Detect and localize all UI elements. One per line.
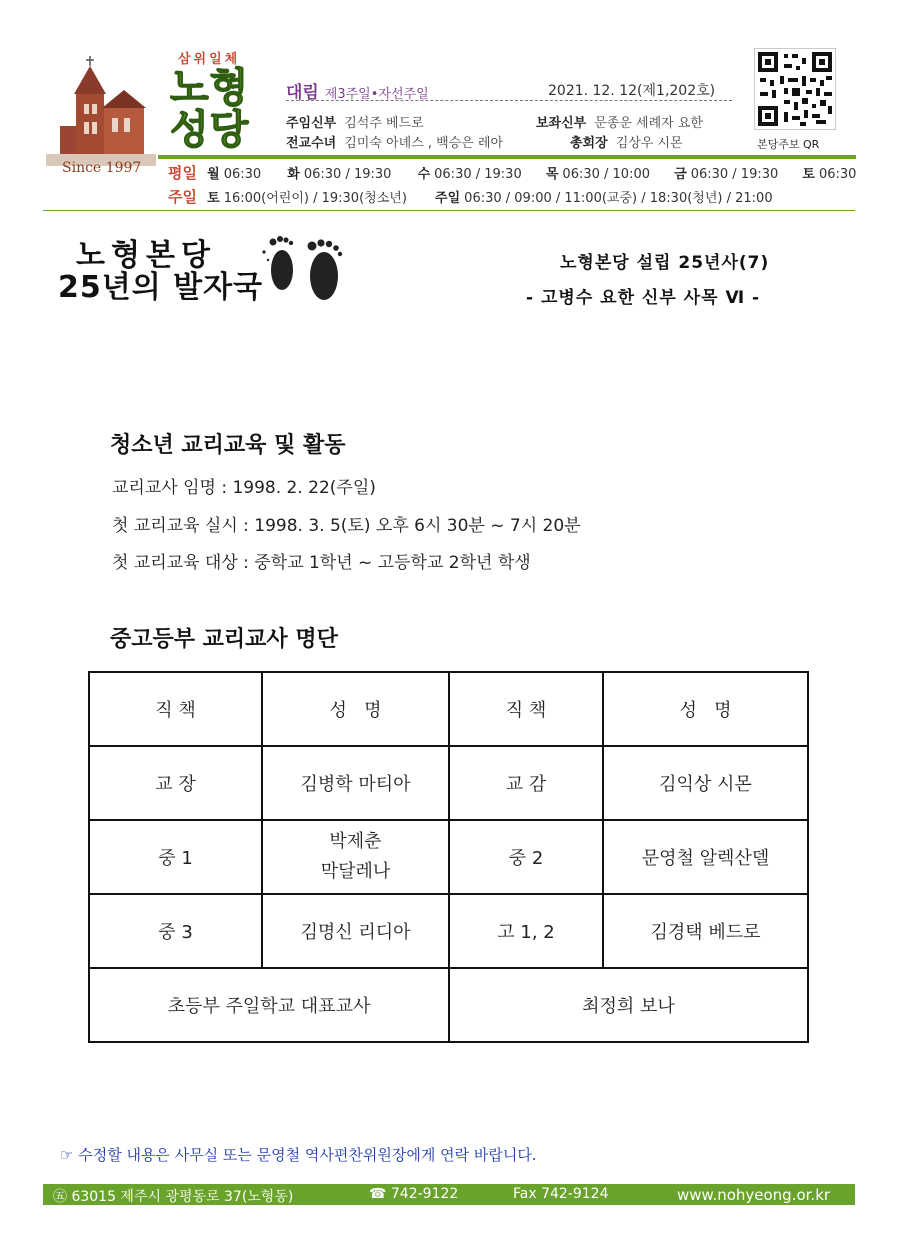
weekday-mass-times: 평일 월 06:30 화 06:30 / 19:30 수 06:30 / 19:30 목 06:30 / 10:00 금 06:30 / 19:30 토 06:30 bbox=[168, 164, 857, 182]
table-row bbox=[89, 968, 808, 1042]
footer-address: ㊄ 63015 제주시 광평동로 37(노형동) bbox=[53, 1189, 294, 1205]
info-line: 교리교사 임명 : 1998. 2. 22(주일) bbox=[112, 478, 376, 498]
series-logo-line2: 25년의 발자국 bbox=[58, 270, 264, 305]
table-cell: 고 1, 2 bbox=[449, 894, 603, 968]
table-row bbox=[89, 894, 808, 968]
section-heading-education: 청소년 교리교육 및 활동 bbox=[110, 433, 346, 458]
header-cell: 직 책 bbox=[449, 672, 603, 746]
staff-assistant: 보좌신부 문종운 세례자 요한 bbox=[536, 116, 703, 131]
qr-code-icon[interactable] bbox=[754, 48, 836, 130]
series-title: 노형본당 설립 25년사(7) bbox=[560, 253, 770, 273]
info-line: 첫 교리교육 실시 : 1998. 3. 5(토) 오후 6시 30분 ~ 7시 20분 bbox=[112, 516, 581, 536]
table-cell: 중 3 bbox=[89, 894, 262, 968]
season-sub: 제3주일•자선주일 bbox=[324, 87, 429, 102]
series-logo-line1: 노형본당 bbox=[76, 238, 216, 273]
contact-note: ☞ 수정할 내용은 사무실 또는 문영철 역사편찬위원장에게 연락 바랍니다. bbox=[60, 1146, 537, 1164]
footprints-icon bbox=[256, 230, 352, 306]
church-logo-line2: 성당 bbox=[170, 107, 250, 153]
trinity-label: 삼위일체 bbox=[178, 52, 241, 67]
footer-bar bbox=[43, 1184, 855, 1205]
table-cell: 초등부 주일학교 대표교사 bbox=[89, 968, 449, 1042]
sunday-mass-times: 주일 토 16:00(어린이) / 19:30(청소년) 주일 06:30 / 09:00 / 11:00(교중) / 18:30(청년) / 21:00 bbox=[168, 188, 773, 206]
table-header-row bbox=[89, 672, 808, 746]
header-green-bar bbox=[158, 155, 856, 159]
header-cell: 직 책 bbox=[89, 672, 262, 746]
issue-date: 2021. 12. 12(제1,202호) bbox=[548, 83, 716, 99]
staff-president: 총회장 김상우 시몬 bbox=[570, 136, 683, 151]
header-cell: 성 명 bbox=[603, 672, 808, 746]
header-cell: 성 명 bbox=[262, 672, 449, 746]
info-line: 첫 교리교육 대상 : 중학교 1학년 ~ 고등학교 2학년 학생 bbox=[112, 553, 531, 573]
table-cell: 김명신 리디아 bbox=[262, 894, 449, 968]
since-year: Since 1997 bbox=[62, 160, 142, 176]
footer-website-link[interactable]: www.nohyeong.or.kr bbox=[677, 1186, 831, 1204]
table-cell: 박제춘 막달레나 bbox=[262, 820, 449, 894]
table-cell: 교 장 bbox=[89, 746, 262, 820]
table-cell: 최정희 보나 bbox=[449, 968, 808, 1042]
table-cell: 김경택 베드로 bbox=[603, 894, 808, 968]
table-cell: 김병학 마티아 bbox=[262, 746, 449, 820]
staff-pastor: 주임신부 김석주 베드로 bbox=[286, 116, 424, 131]
table-row bbox=[89, 746, 808, 820]
teacher-roster-table bbox=[88, 671, 809, 1043]
qr-label: 본당주보 QR bbox=[757, 138, 820, 151]
table-cell: 교 감 bbox=[449, 746, 603, 820]
header-divider bbox=[286, 100, 732, 101]
table-cell: 김익상 시몬 bbox=[603, 746, 808, 820]
footer-phone: ☎ 742-9122 bbox=[369, 1186, 459, 1202]
table-cell: 중 1 bbox=[89, 820, 262, 894]
table-cell: 중 2 bbox=[449, 820, 603, 894]
header-bottom-rule bbox=[43, 210, 855, 211]
series-subtitle: - 고병수 요한 신부 사목 Ⅵ - bbox=[526, 288, 761, 308]
table-cell: 문영철 알렉산델 bbox=[603, 820, 808, 894]
table-row bbox=[89, 820, 808, 894]
staff-sister: 전교수녀 김미숙 아녜스 , 백승은 레아 bbox=[286, 136, 504, 151]
church-logo-line1: 노형 bbox=[170, 65, 250, 111]
section-heading-roster: 중고등부 교리교사 명단 bbox=[110, 627, 338, 652]
season-main: 대림 bbox=[286, 83, 319, 103]
footer-fax: Fax 742-9124 bbox=[513, 1186, 609, 1202]
church-building-image bbox=[46, 56, 156, 166]
